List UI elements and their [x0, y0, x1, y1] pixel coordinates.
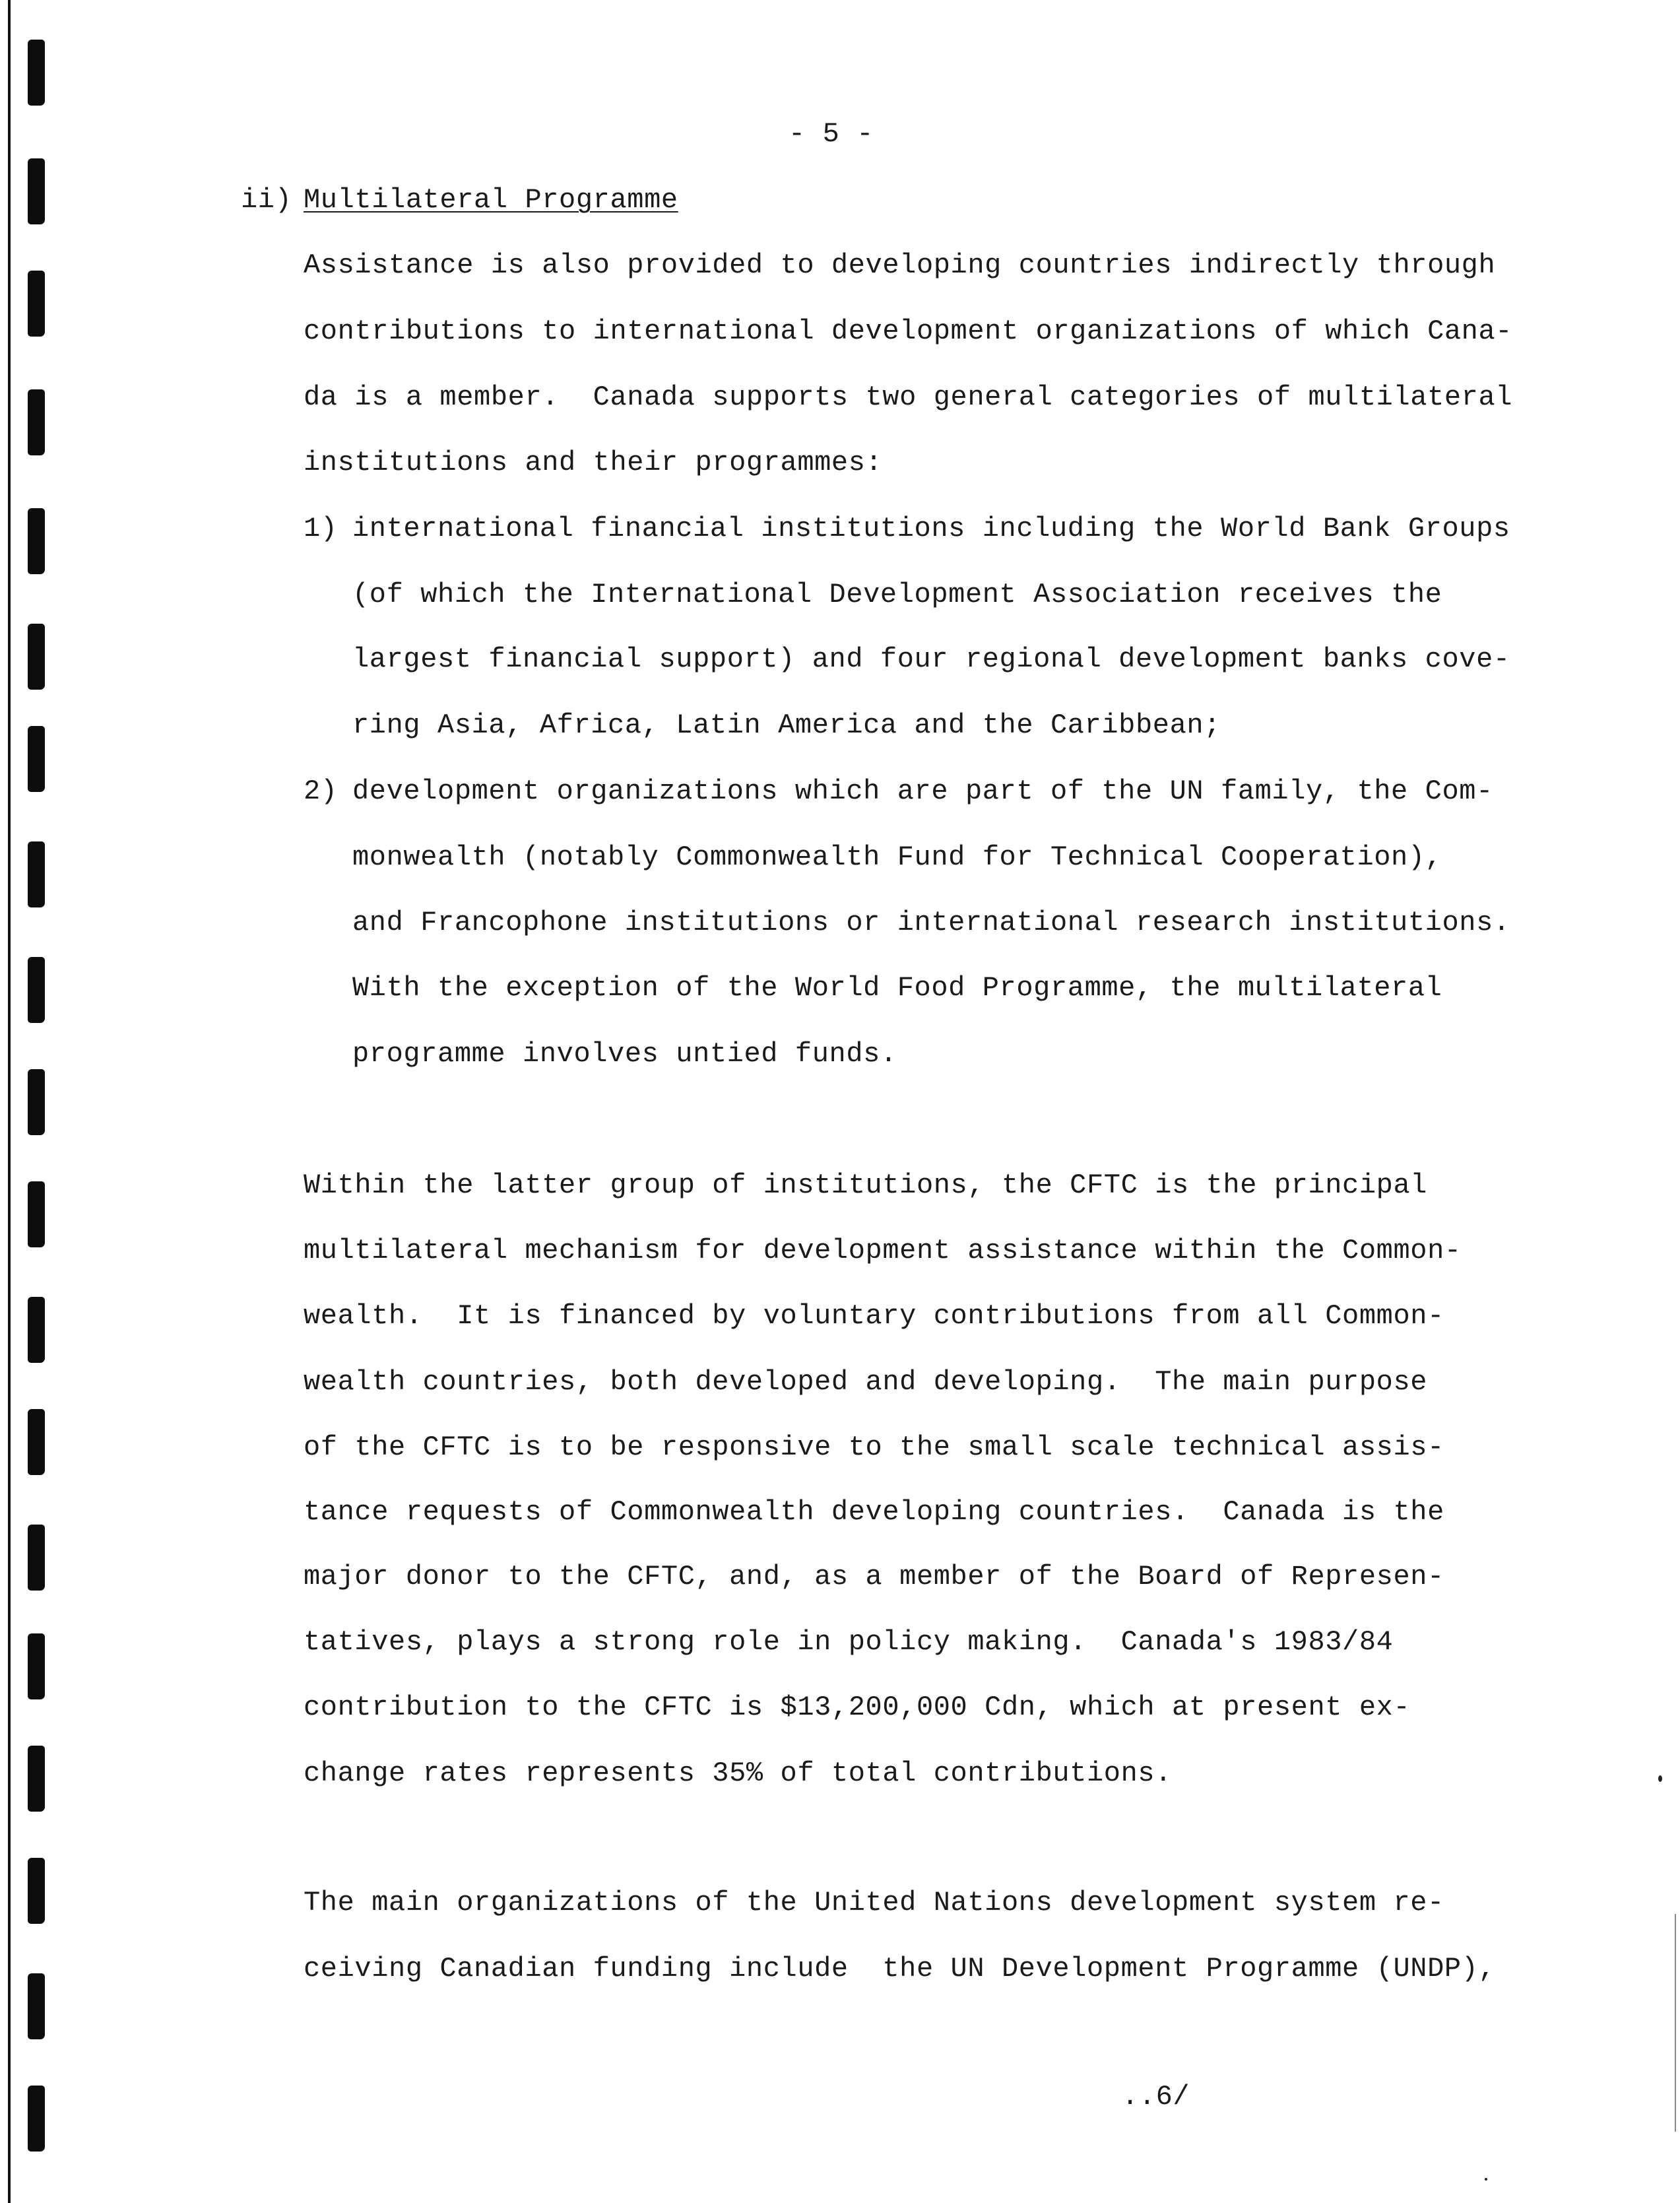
binding-mark: [28, 1181, 45, 1247]
page-number: - 5 -: [789, 118, 874, 150]
binding-mark: [28, 726, 45, 792]
text-line: ceiving Canadian funding include the UN Development Programme (UNDP),: [304, 1953, 1496, 1985]
binding-mark: [28, 1297, 45, 1363]
text-line: contributions to international development organizations of which Cana-: [304, 315, 1513, 347]
text-line: and Francophone institutions or international research institutions.: [352, 907, 1510, 938]
binding-edge-marks: [0, 0, 53, 2203]
text-line: (of which the International Development Association receives the: [352, 579, 1442, 610]
list-marker: 1): [304, 513, 338, 544]
binding-mark: [28, 1746, 45, 1812]
text-line: monwealth (notably Commonwealth Fund for Technical Cooperation),: [352, 841, 1442, 873]
scan-speck: [1658, 1775, 1662, 1782]
binding-mark: [28, 1973, 45, 2039]
text-line: multilateral mechanism for development assistance within the Common-: [304, 1235, 1462, 1266]
binding-mark: [28, 624, 45, 690]
scan-speck: [1485, 2178, 1487, 2181]
binding-mark: [28, 957, 45, 1023]
section-heading: Multilateral Programme: [304, 184, 678, 216]
text-line: of the CFTC is to be responsive to the small scale technical assis-: [304, 1431, 1444, 1463]
text-line: Assistance is also provided to developing countries indirectly through: [304, 249, 1496, 281]
text-line: largest financial support) and four regional development banks cove-: [352, 643, 1510, 675]
text-line: Within the latter group of institutions, the CFTC is the principal: [304, 1169, 1428, 1201]
text-line: international financial institutions including the World Bank Groups: [352, 513, 1510, 544]
text-line: development organizations which are part of the UN family, the Com-: [352, 775, 1493, 807]
text-line: wealth. It is financed by voluntary contributions from all Common-: [304, 1300, 1444, 1332]
section-number: ii): [241, 184, 292, 216]
text-line: ring Asia, Africa, Latin America and the Caribbean;: [352, 709, 1221, 741]
binding-mark: [28, 158, 45, 224]
binding-mark: [28, 1633, 45, 1699]
text-line: major donor to the CFTC, and, as a member of the Board of Represen-: [304, 1561, 1444, 1593]
text-line: change rates represents 35% of total contributions.: [304, 1758, 1173, 1789]
scan-edge-line-right: [1675, 1914, 1676, 2132]
binding-mark: [28, 40, 45, 106]
text-line: da is a member. Canada supports two general categories of multilateral: [304, 381, 1513, 413]
binding-mark: [28, 2086, 45, 2152]
binding-mark: [28, 389, 45, 455]
text-line: institutions and their programmes:: [304, 447, 883, 478]
binding-mark: [28, 1069, 45, 1135]
text-line: programme involves untied funds.: [352, 1038, 897, 1070]
text-line: wealth countries, both developed and developing. The main purpose: [304, 1366, 1428, 1398]
text-line: tance requests of Commonwealth developing countries. Canada is the: [304, 1496, 1444, 1528]
binding-mark: [28, 841, 45, 907]
binding-mark: [28, 271, 45, 337]
continuation-marker: ..6/: [1122, 2081, 1190, 2113]
binding-mark: [28, 1858, 45, 1924]
binding-mark: [28, 1409, 45, 1475]
text-line: The main organizations of the United Nations development system re-: [304, 1887, 1444, 1919]
text-line: tatives, plays a strong role in policy making. Canada's 1983/84: [304, 1626, 1394, 1658]
binding-mark: [28, 508, 45, 574]
text-line: contribution to the CFTC is $13,200,000 Cdn, which at present ex-: [304, 1692, 1411, 1723]
scan-edge-line: [8, 0, 11, 2203]
list-marker: 2): [304, 775, 338, 807]
binding-mark: [28, 1525, 45, 1591]
text-line: With the exception of the World Food Programme, the multilateral: [352, 972, 1442, 1004]
